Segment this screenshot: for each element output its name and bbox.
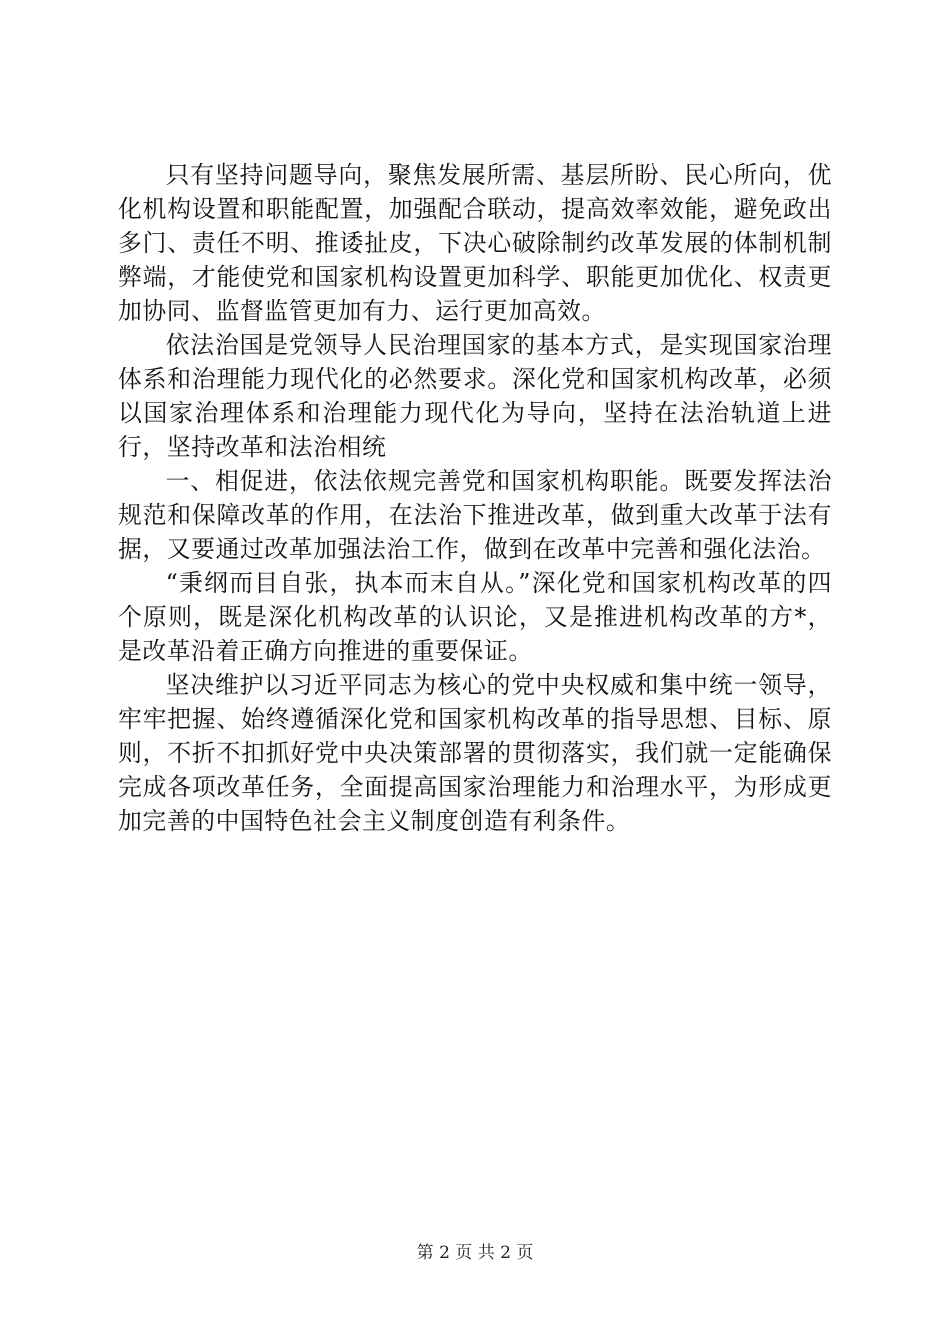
- paragraph-3: 一、相促进，依法依规完善党和国家机构职能。既要发挥法治规范和保障改革的作用，在法治下推进改革，做到重大改革于法有据，又要通过改革加强法治工作，做到在改革中完善和强化法治。: [118, 467, 832, 563]
- paragraph-5: 坚决维护以习近平同志为核心的党中央权威和集中统一领导，牢牢把握、始终遵循深化党和国家机构改革的指导思想、目标、原则，不折不扣抓好党中央决策部署的贯彻落实，我们就一定能确保完成各项改革任务，全面提高国家治理能力和治理水平，为形成更加完善的中国特色社会主义制度创造有利条件。: [118, 671, 832, 835]
- paragraph-2: 依法治国是党领导人民治理国家的基本方式，是实现国家治理体系和治理能力现代化的必然要求。深化党和国家机构改革，必须以国家治理体系和治理能力现代化为导向，坚持在法治轨道上进行，坚持改革和法治相统: [118, 331, 832, 461]
- document-body: [118, 158, 832, 838]
- paragraph-1: 只有坚持问题导向，聚焦发展所需、基层所盼、民心所向，优化机构设置和职能配置，加强配合联动，提高效率效能，避免政出多门、责任不明、推诿扯皮，下决心破除制约改革发展的体制机制弊端，才能使党和国家机构设置更加科学、职能更加优化、权责更加协同、监督监管更加有力、运行更加高效。: [118, 161, 832, 325]
- page-number-footer: 第 2 页 共 2 页: [416, 1243, 534, 1263]
- paragraph-4: “秉纲而目自张，执本而末自从。”深化党和国家机构改革的四个原则，既是深化机构改革的认识论，又是推进机构改革的方*，是改革沿着正确方向推进的重要保证。: [118, 569, 832, 665]
